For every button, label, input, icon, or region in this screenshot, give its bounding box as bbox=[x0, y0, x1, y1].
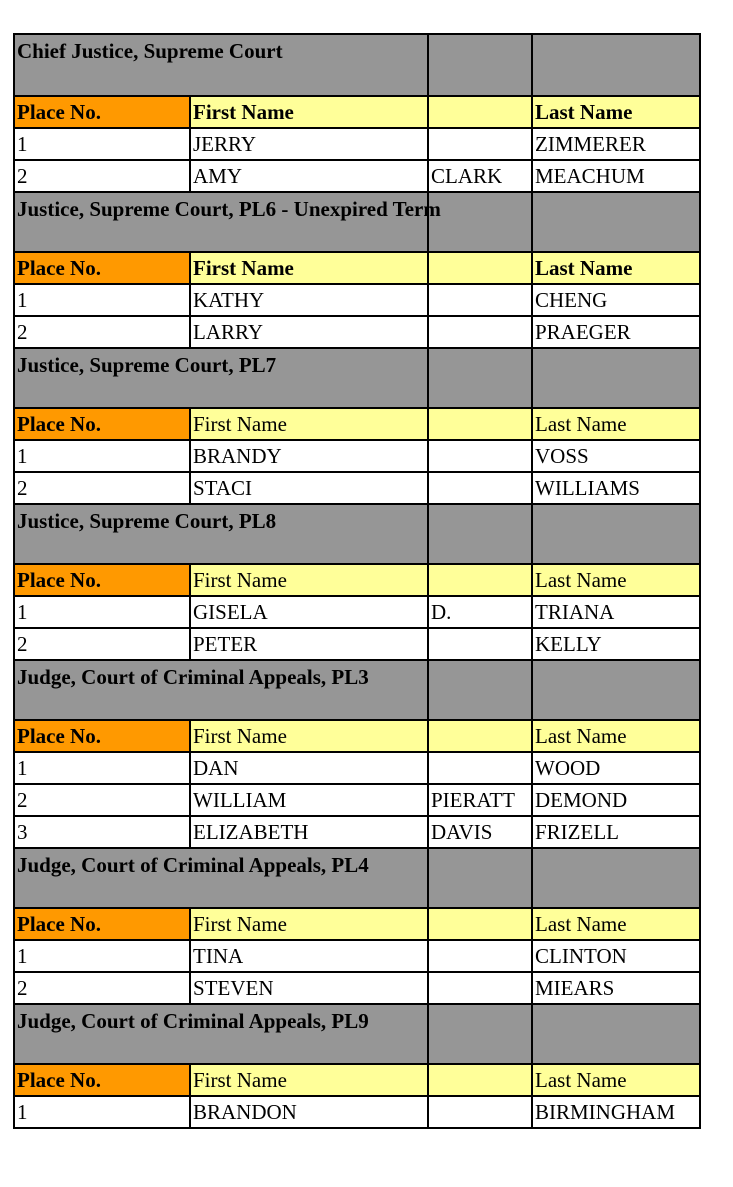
place-no-cell: 2 bbox=[14, 972, 190, 1004]
first-name-cell: ELIZABETH bbox=[190, 816, 428, 848]
office-row bbox=[14, 660, 700, 720]
first-name-header: First Name bbox=[190, 96, 428, 128]
last-name-header: Last Name bbox=[532, 408, 700, 440]
middle-name-cell bbox=[428, 940, 532, 972]
last-name-header: Last Name bbox=[532, 252, 700, 284]
middle-name-cell bbox=[428, 472, 532, 504]
candidate-row bbox=[14, 784, 700, 816]
middle-name-cell: D. bbox=[428, 596, 532, 628]
office-grey-mid-cell bbox=[428, 34, 532, 96]
place-no-header: Place No. bbox=[14, 908, 190, 940]
header-row bbox=[14, 720, 700, 752]
last-name-header: Last Name bbox=[532, 564, 700, 596]
office-grey-last-cell bbox=[532, 192, 700, 252]
office-title-cell bbox=[14, 660, 428, 720]
middle-name-header bbox=[428, 252, 532, 284]
first-name-cell: LARRY bbox=[190, 316, 428, 348]
place-no-header: Place No. bbox=[14, 720, 190, 752]
middle-name-cell bbox=[428, 440, 532, 472]
header-row bbox=[14, 96, 700, 128]
place-no-cell: 1 bbox=[14, 128, 190, 160]
place-no-cell: 2 bbox=[14, 784, 190, 816]
candidate-row bbox=[14, 596, 700, 628]
office-grey-mid-cell bbox=[428, 1004, 532, 1064]
office-title: Judge, Court of Criminal Appeals, PL3 bbox=[17, 665, 369, 689]
header-row bbox=[14, 252, 700, 284]
office-title: Justice, Supreme Court, PL8 bbox=[17, 509, 277, 533]
middle-name-cell bbox=[428, 1096, 532, 1128]
candidate-row bbox=[14, 972, 700, 1004]
middle-name-cell bbox=[428, 972, 532, 1004]
first-name-cell: KATHY bbox=[190, 284, 428, 316]
office-grey-mid-cell bbox=[428, 504, 532, 564]
office-grey-mid-cell bbox=[428, 660, 532, 720]
office-row bbox=[14, 848, 700, 908]
office-title: Justice, Supreme Court, PL6 - Unexpired Term bbox=[17, 197, 441, 221]
place-no-cell: 1 bbox=[14, 1096, 190, 1128]
middle-name-cell bbox=[428, 752, 532, 784]
ballot-table bbox=[13, 33, 701, 1129]
place-no-header: Place No. bbox=[14, 564, 190, 596]
place-no-cell: 2 bbox=[14, 472, 190, 504]
last-name-header: Last Name bbox=[532, 96, 700, 128]
first-name-cell: WILLIAM bbox=[190, 784, 428, 816]
candidate-row bbox=[14, 472, 700, 504]
candidate-row bbox=[14, 284, 700, 316]
first-name-header: First Name bbox=[190, 408, 428, 440]
candidate-row bbox=[14, 316, 700, 348]
place-no-cell: 1 bbox=[14, 940, 190, 972]
office-row bbox=[14, 34, 700, 96]
last-name-cell: WILLIAMS bbox=[532, 472, 700, 504]
place-no-cell: 2 bbox=[14, 628, 190, 660]
office-row bbox=[14, 504, 700, 564]
first-name-header: First Name bbox=[190, 252, 428, 284]
last-name-header: Last Name bbox=[532, 908, 700, 940]
office-title-cell bbox=[14, 34, 428, 96]
last-name-cell: CHENG bbox=[532, 284, 700, 316]
place-no-header: Place No. bbox=[14, 408, 190, 440]
office-grey-last-cell bbox=[532, 660, 700, 720]
first-name-cell: AMY bbox=[190, 160, 428, 192]
middle-name-cell: PIERATT bbox=[428, 784, 532, 816]
last-name-cell: FRIZELL bbox=[532, 816, 700, 848]
place-no-cell: 2 bbox=[14, 316, 190, 348]
first-name-cell: PETER bbox=[190, 628, 428, 660]
last-name-cell: ZIMMERER bbox=[532, 128, 700, 160]
office-grey-mid-cell bbox=[428, 848, 532, 908]
last-name-cell: TRIANA bbox=[532, 596, 700, 628]
header-row bbox=[14, 564, 700, 596]
middle-name-cell bbox=[428, 284, 532, 316]
last-name-cell: MEACHUM bbox=[532, 160, 700, 192]
last-name-header: Last Name bbox=[532, 720, 700, 752]
header-row bbox=[14, 1064, 700, 1096]
first-name-cell: JERRY bbox=[190, 128, 428, 160]
candidate-row bbox=[14, 940, 700, 972]
first-name-header: First Name bbox=[190, 564, 428, 596]
office-title-cell bbox=[14, 348, 428, 408]
office-title: Judge, Court of Criminal Appeals, PL4 bbox=[17, 853, 369, 877]
middle-name-cell bbox=[428, 628, 532, 660]
place-no-header: Place No. bbox=[14, 252, 190, 284]
office-title-cell bbox=[14, 1004, 428, 1064]
office-grey-last-cell bbox=[532, 1004, 700, 1064]
header-row bbox=[14, 408, 700, 440]
office-grey-mid-cell bbox=[428, 192, 532, 252]
first-name-cell: BRANDY bbox=[190, 440, 428, 472]
first-name-cell: STACI bbox=[190, 472, 428, 504]
header-row bbox=[14, 908, 700, 940]
middle-name-header bbox=[428, 96, 532, 128]
middle-name-header bbox=[428, 408, 532, 440]
middle-name-cell: CLARK bbox=[428, 160, 532, 192]
office-row bbox=[14, 348, 700, 408]
middle-name-header bbox=[428, 1064, 532, 1096]
office-title: Justice, Supreme Court, PL7 bbox=[17, 353, 277, 377]
place-no-cell: 1 bbox=[14, 284, 190, 316]
office-title-cell bbox=[14, 192, 441, 252]
office-row bbox=[14, 192, 700, 252]
candidate-row bbox=[14, 628, 700, 660]
middle-name-header bbox=[428, 564, 532, 596]
first-name-header: First Name bbox=[190, 720, 428, 752]
last-name-cell: WOOD bbox=[532, 752, 700, 784]
candidate-row bbox=[14, 160, 700, 192]
office-title-cell bbox=[14, 848, 428, 908]
place-no-cell: 2 bbox=[14, 160, 190, 192]
place-no-header: Place No. bbox=[14, 1064, 190, 1096]
candidate-row bbox=[14, 816, 700, 848]
place-no-cell: 3 bbox=[14, 816, 190, 848]
last-name-cell: CLINTON bbox=[532, 940, 700, 972]
middle-name-cell bbox=[428, 128, 532, 160]
last-name-cell: PRAEGER bbox=[532, 316, 700, 348]
place-no-cell: 1 bbox=[14, 752, 190, 784]
last-name-cell: MIEARS bbox=[532, 972, 700, 1004]
office-grey-mid-cell bbox=[428, 348, 532, 408]
office-title-cell bbox=[14, 504, 428, 564]
office-row bbox=[14, 1004, 700, 1064]
first-name-cell: DAN bbox=[190, 752, 428, 784]
middle-name-cell bbox=[428, 316, 532, 348]
candidate-row bbox=[14, 1096, 700, 1128]
office-grey-last-cell bbox=[532, 348, 700, 408]
office-grey-last-cell bbox=[532, 504, 700, 564]
candidate-row bbox=[14, 440, 700, 472]
first-name-cell: GISELA bbox=[190, 596, 428, 628]
first-name-header: First Name bbox=[190, 908, 428, 940]
office-title: Judge, Court of Criminal Appeals, PL9 bbox=[17, 1009, 369, 1033]
first-name-header: First Name bbox=[190, 1064, 428, 1096]
middle-name-header bbox=[428, 908, 532, 940]
last-name-cell: KELLY bbox=[532, 628, 700, 660]
last-name-cell: DEMOND bbox=[532, 784, 700, 816]
middle-name-cell: DAVIS bbox=[428, 816, 532, 848]
place-no-header: Place No. bbox=[14, 96, 190, 128]
candidate-row bbox=[14, 128, 700, 160]
place-no-cell: 1 bbox=[14, 440, 190, 472]
middle-name-header bbox=[428, 720, 532, 752]
last-name-header: Last Name bbox=[532, 1064, 700, 1096]
first-name-cell: STEVEN bbox=[190, 972, 428, 1004]
first-name-cell: TINA bbox=[190, 940, 428, 972]
office-grey-last-cell bbox=[532, 34, 700, 96]
first-name-cell: BRANDON bbox=[190, 1096, 428, 1128]
place-no-cell: 1 bbox=[14, 596, 190, 628]
last-name-cell: VOSS bbox=[532, 440, 700, 472]
office-grey-last-cell bbox=[532, 848, 700, 908]
office-title: Chief Justice, Supreme Court bbox=[17, 39, 283, 63]
candidate-row bbox=[14, 752, 700, 784]
last-name-cell: BIRMINGHAM bbox=[532, 1096, 700, 1128]
